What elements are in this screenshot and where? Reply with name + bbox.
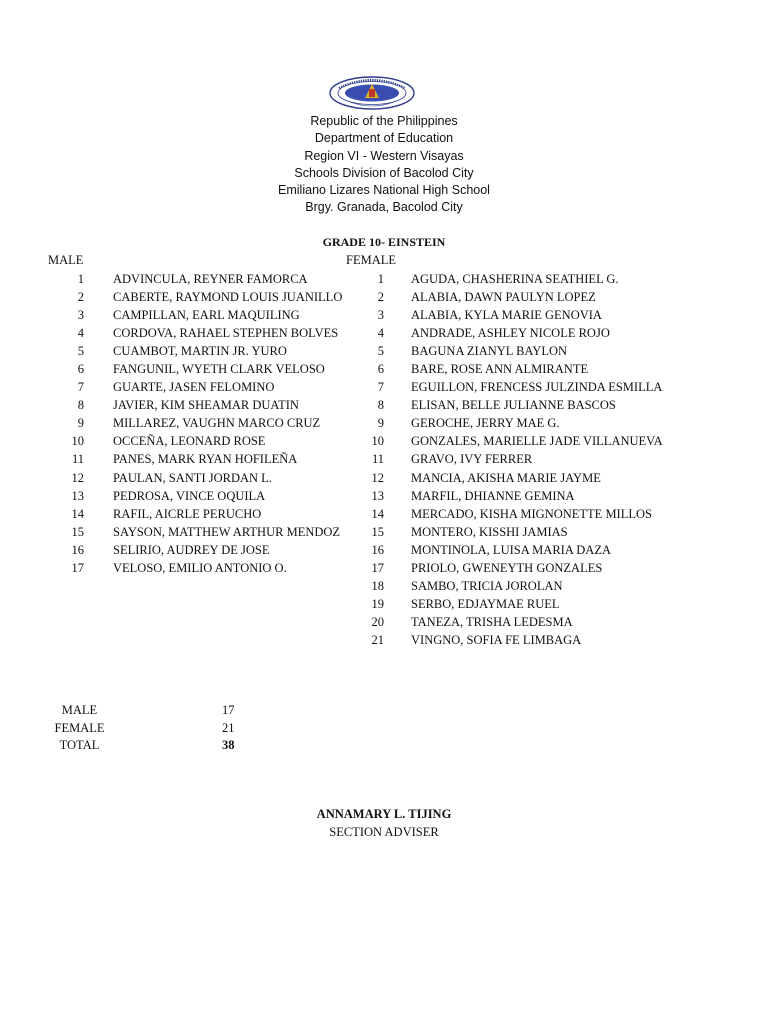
student-name: ANDRADE, ASHLEY NICOLE ROJO: [411, 326, 610, 341]
student-name: OCCEÑA, LEONARD ROSE: [113, 434, 266, 449]
female-column-label: FEMALE: [346, 253, 396, 267]
student-row: [360, 306, 768, 324]
student-number: 15: [371, 524, 384, 539]
student-name: BAGUNA ZIANYL BAYLON: [411, 344, 568, 359]
student-name: VINGNO, SOFIA FE LIMBAGA: [411, 632, 582, 647]
student-number: 2: [77, 290, 84, 305]
student-number: 9: [377, 416, 384, 431]
section-title: GRADE 10- EINSTEIN: [322, 235, 446, 249]
student-name: PRIOLO, GWENEYTH GONZALES: [411, 560, 603, 575]
student-name: SERBO, EDJAYMAE RUEL: [411, 596, 560, 611]
student-name: MERCADO, KISHA MIGNONETTE MILLOS: [411, 506, 652, 521]
student-name: ALABIA, KYLA MARIE GENOVIA: [411, 308, 602, 323]
student-row: [0, 523, 360, 541]
student-row: [0, 469, 360, 487]
student-row: [360, 270, 768, 288]
male-student-list: [0, 270, 360, 577]
student-number: 3: [77, 308, 84, 323]
student-number: 19: [371, 596, 384, 611]
student-number: 14: [371, 506, 384, 521]
student-number: 3: [377, 308, 384, 323]
deped-seal-logo: [329, 76, 415, 110]
student-name: VELOSO, EMILIO ANTONIO O.: [113, 560, 287, 575]
student-name: PEDROSA, VINCE OQUILA: [113, 488, 266, 503]
adviser-name: ANNAMARY L. TIJING: [316, 807, 452, 821]
student-number: 8: [377, 398, 384, 413]
student-name: MANCIA, AKISHA MARIE JAYME: [411, 470, 601, 485]
student-row: [360, 577, 768, 595]
student-number: 16: [371, 542, 384, 557]
student-row: [360, 469, 768, 487]
student-number: 4: [77, 326, 84, 341]
student-row: [360, 523, 768, 541]
student-number: 13: [371, 488, 384, 503]
student-name: CAMPILLAN, EARL MAQUILING: [113, 308, 300, 323]
student-name: CUAMBOT, MARTIN JR. YURO: [113, 344, 287, 359]
female-student-list: [360, 270, 768, 649]
student-name: MARFIL, DHIANNE GEMINA: [411, 488, 575, 503]
student-number: 11: [71, 452, 84, 467]
header-division: Schools Division of Bacolod City: [294, 165, 474, 180]
student-row: [360, 324, 768, 342]
student-row: [360, 378, 768, 396]
student-number: 17: [71, 560, 84, 575]
student-row: [360, 595, 768, 613]
student-row: [0, 487, 360, 505]
student-row: [0, 559, 360, 577]
student-number: 5: [377, 344, 384, 359]
header-country: Republic of the Philippines: [310, 114, 458, 128]
student-name: MILLAREZ, VAUGHN MARCO CRUZ: [113, 416, 321, 431]
student-number: 2: [377, 290, 384, 305]
summary-label: MALE: [61, 703, 98, 717]
student-number: 6: [377, 362, 384, 377]
student-number: 7: [77, 380, 84, 395]
header-department: Department of Education: [314, 131, 454, 146]
student-number: 12: [71, 470, 84, 485]
student-name: GUARTE, JASEN FELOMINO: [113, 380, 275, 395]
student-number: 4: [377, 326, 384, 341]
school-header: [184, 113, 584, 217]
student-name: MONTINOLA, LUISA MARIA DAZA: [411, 542, 611, 557]
student-number: 5: [77, 344, 84, 359]
student-row: [0, 450, 360, 468]
male-column-label: MALE: [48, 253, 84, 267]
student-number: 11: [371, 452, 384, 467]
student-row: [0, 306, 360, 324]
student-row: [0, 396, 360, 414]
student-number: 18: [371, 578, 384, 593]
student-row: [360, 559, 768, 577]
student-name: CABERTE, RAYMOND LOUIS JUANILLO: [113, 290, 343, 305]
student-row: [0, 541, 360, 559]
student-number: 10: [71, 434, 84, 449]
student-row: [0, 414, 360, 432]
student-name: GEROCHE, JERRY MAE G.: [411, 416, 560, 431]
student-row: [0, 342, 360, 360]
student-row: [360, 432, 768, 450]
student-row: [360, 613, 768, 631]
student-name: AGUDA, CHASHERINA SEATHIEL G.: [411, 272, 619, 286]
student-name: PAULAN, SANTI JORDAN L.: [113, 470, 272, 485]
student-row: [360, 450, 768, 468]
adviser-block: [184, 805, 584, 841]
student-number: 10: [371, 434, 384, 449]
student-row: [0, 270, 360, 288]
summary-row: [0, 720, 300, 738]
summary-row: [0, 702, 300, 720]
student-row: [0, 288, 360, 306]
student-number: 17: [371, 560, 384, 575]
student-number: 12: [371, 470, 384, 485]
student-number: 20: [371, 614, 384, 629]
student-number: 7: [377, 380, 384, 395]
student-row: [360, 414, 768, 432]
student-row: [360, 541, 768, 559]
student-name: SAYSON, MATTHEW ARTHUR MENDOZ: [113, 524, 341, 539]
student-row: [360, 288, 768, 306]
adviser-title: SECTION ADVISER: [329, 825, 439, 839]
student-row: [360, 360, 768, 378]
student-number: 6: [77, 362, 84, 377]
student-name: ELISAN, BELLE JULIANNE BASCOS: [411, 398, 616, 413]
summary-value: 17: [222, 703, 235, 717]
student-name: EGUILLON, FRENCESS JULZINDA ESMILLA: [411, 380, 663, 395]
enrollment-summary: [0, 702, 300, 755]
student-number: 14: [71, 506, 84, 521]
student-name: TANEZA, TRISHA LEDESMA: [411, 614, 573, 629]
student-name: BARE, ROSE ANN ALMIRANTE: [411, 362, 589, 377]
student-row: [360, 631, 768, 649]
student-name: SELIRIO, AUDREY DE JOSE: [113, 542, 270, 557]
summary-total-value: 38: [222, 738, 235, 753]
student-name: JAVIER, KIM SHEAMAR DUATIN: [113, 398, 299, 413]
student-name: MONTERO, KISSHI JAMIAS: [411, 524, 568, 539]
student-number: 15: [71, 524, 84, 539]
student-name: GONZALES, MARIELLE JADE VILLANUEVA: [411, 434, 663, 449]
student-row: [360, 487, 768, 505]
student-name: SAMBO, TRICIA JOROLAN: [411, 578, 563, 593]
student-row: [360, 342, 768, 360]
header-school: Emiliano Lizares National High School: [278, 183, 490, 198]
student-name: ADVINCULA, REYNER FAMORCA: [113, 272, 308, 286]
student-number: 21: [371, 632, 384, 647]
student-number: 9: [77, 416, 84, 431]
student-number: 16: [71, 542, 84, 557]
summary-label: TOTAL: [59, 738, 100, 753]
student-row: [0, 505, 360, 523]
header-region: Region VI - Western Visayas: [304, 148, 464, 163]
summary-label: FEMALE: [54, 720, 105, 735]
student-number: 8: [77, 398, 84, 413]
student-number: 1: [377, 272, 384, 286]
student-row: [360, 505, 768, 523]
student-number: 13: [71, 488, 84, 503]
summary-value: 21: [222, 720, 235, 735]
student-row: [0, 432, 360, 450]
student-name: GRAVO, IVY FERRER: [411, 452, 533, 467]
student-row: [0, 360, 360, 378]
student-number: 1: [77, 272, 84, 286]
header-address: Brgy. Granada, Bacolod City: [305, 200, 463, 215]
student-name: ALABIA, DAWN PAULYN LOPEZ: [411, 290, 596, 305]
student-name: RAFIL, AICRLE PERUCHO: [113, 506, 262, 521]
summary-row: [0, 737, 300, 755]
student-name: PANES, MARK RYAN HOFILEÑA: [113, 452, 298, 467]
student-row: [0, 324, 360, 342]
student-row: [360, 396, 768, 414]
student-row: [0, 378, 360, 396]
student-name: FANGUNIL, WYETH CLARK VELOSO: [113, 362, 325, 377]
student-name: CORDOVA, RAHAEL STEPHEN BOLVES: [113, 326, 339, 341]
